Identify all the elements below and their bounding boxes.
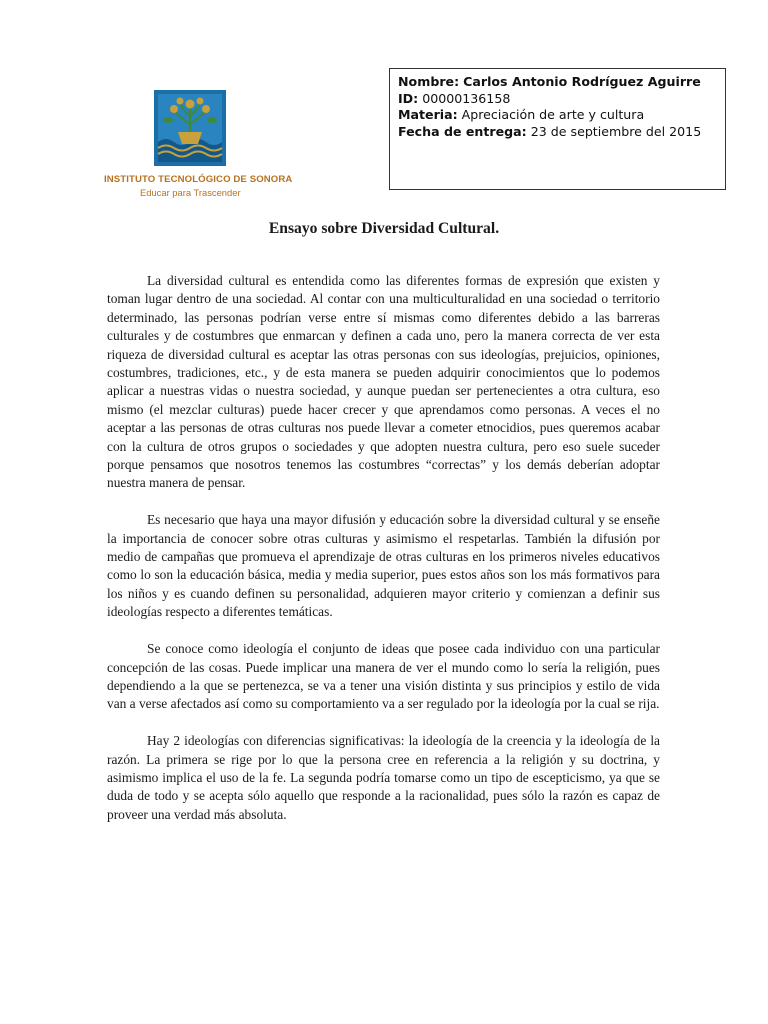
info-id-line: [398, 91, 717, 108]
info-subject-line: [398, 107, 717, 124]
paragraph-2: Es necesario que haya una mayor difusión y educación sobre la diversidad cultural y se enseñe la importancia de conocer sobre otras culturas y asimismo el respetarlas. También la difusión por medio de campañas que promueva el aprendizaje de otras culturas en los primeros niveles educativos como lo son la educación básica, media y media superior, pues estos años son los más formativos para los niños y es cuando definen su personalidad, adquieren mayor criterio y comienzan a definir sus ideologías respecto a diferentes temáticas.: [107, 512, 660, 620]
institution-emblem-icon: [154, 90, 226, 166]
institution-motto: Educar para Trascender: [140, 187, 241, 198]
student-info-box: [389, 68, 726, 190]
info-name-line: [398, 74, 717, 91]
info-id-value: 00000136158: [422, 90, 511, 106]
info-name-label: Nombre:: [398, 74, 460, 89]
institution-name: INSTITUTO TECNOLÓGICO DE SONORA: [104, 174, 293, 185]
paragraph-4: Hay 2 ideologías con diferencias significativas: la ideología de la creencia y la ideología de la razón. La primera se rige por lo que la persona cree en referencia a la religión y su doctrina, y asimismo implica el uso de la fe. La segunda podría tomarse como un tipo de escepticismo, ya que se duda de todo y se acepta sólo aquello que responde a la racionalidad, pues sólo la razón es capaz de proveer una verdad más absoluta.: [107, 733, 660, 822]
paragraph-1: La diversidad cultural es entendida como las diferentes formas de expresión que existen y toman lugar dentro de una sociedad. Al contar con una multiculturalidad en una sociedad o territorio determinado, las personas podrían verse entre sí mismas como diferentes debido a las barreras culturales y de costumbres que enmarcan y definen a cada uno, pero la manera correcta de ver esta riqueza de diversidad cultural es aceptar las otras personas con sus ideologías, prejuicios, opiniones, costumbres, tradiciones, etc., y de esta manera se pueden adquirir conocimientos que lo podemos aplicar a nuestras vidas o nuestra sociedad, y aunque puedan ser pertenecientes a otra cultura, eso mismo (el mezclar culturas) puede hacer crecer y que aprendamos como personas. A veces el no aceptar a las personas de otras culturas nos puede llevar a cometer etnocidios, pues queremos acabar con la cultura de otros grupos o sociedades y que adopten nuestra cultura, pero eso suele suceder porque pensamos que nosotros tenemos las costumbres “correctas” y los demás deberían adoptar nuestra manera de pensar.: [107, 273, 660, 491]
document-body: [107, 272, 660, 843]
info-date-value: 23 de septiembre del 2015: [530, 123, 702, 139]
info-subject-label: Materia:: [398, 107, 458, 122]
document-title: Ensayo sobre Diversidad Cultural.: [268, 220, 500, 237]
info-name-value: Carlos Antonio Rodríguez Aguirre: [463, 74, 701, 89]
paragraph-3: Se conoce como ideología el conjunto de ideas que posee cada individuo con una particular concepción de las cosas. Puede implicar una manera de ver el mundo como lo sería la religión, pues dependiendo a la que se pertenezca, se va a tener una visión distinta y sus principios y estilo de vida van a verse afectados así como su comportamiento va a ser regulado por la ideología por la cual se rija.: [107, 641, 660, 712]
info-subject-value: Apreciación de arte y cultura: [461, 107, 645, 122]
institution-logo: [104, 88, 293, 200]
info-date-line: [398, 124, 717, 141]
info-id-label: ID:: [398, 90, 419, 106]
info-date-label: Fecha de entrega:: [398, 123, 527, 139]
